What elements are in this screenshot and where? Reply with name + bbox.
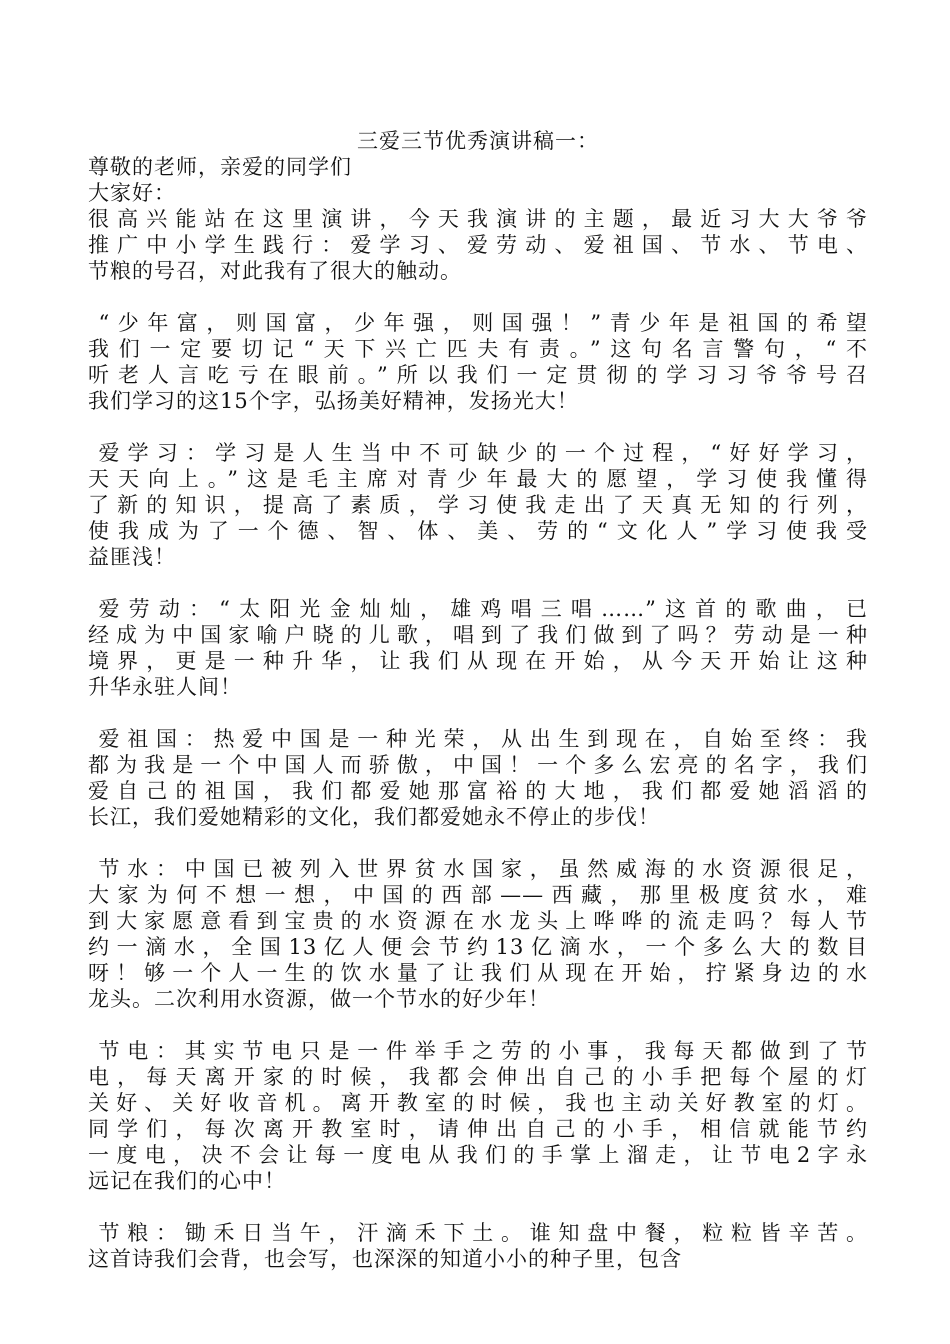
paragraph-line: 关好、关好收音机。离开教室的时候，我也主动关好教室的灯。 [88,1091,868,1115]
paragraph-line: 约一滴水，全国13亿人便会节约13亿滴水，一个多么大的数目 [88,935,868,959]
paragraph-line: 使我成为了一个德、智、体、美、劳的“文化人”学习使我受 [88,519,868,543]
speech-body [88,206,868,1272]
speech-paragraph [88,1038,868,1194]
paragraph-line: 爱劳动：“太阳光金灿灿，雄鸡唱三唱……”这首的歌曲，已 [98,597,868,621]
paragraph-gap [88,700,868,726]
paragraph-line: 很高兴能站在这里演讲，今天我演讲的主题，最近习大大爷爷 [88,207,868,231]
paragraph-line: 节水：中国已被列入世界贫水国家，虽然威海的水资源很足， [98,857,868,881]
paragraph-line: 一度电，决不会让每一度电从我们的手掌上溜走，让节电2字永 [88,1143,868,1167]
paragraph-line: 了新的知识，提高了素质，学习使我走出了天真无知的行列， [88,493,868,517]
paragraph-line: 到大家愿意看到宝贵的水资源在水龙头上哗哗的流走吗？每人节 [88,909,868,933]
paragraph-line: 都为我是一个中国人而骄傲，中国！一个多么宏亮的名字，我们 [88,753,868,777]
paragraph-line: 节电：其实节电只是一件举手之劳的小事，我每天都做到了节 [98,1039,868,1063]
speech-paragraph [88,856,868,1012]
paragraph-gap [88,1194,868,1220]
paragraph-line: 我们一定要切记“天下兴亡匹夫有责。”这句名言警句，“不 [88,337,868,361]
speech-paragraph [88,206,868,284]
speech-paragraph [88,726,868,830]
paragraph-line: 呀！够一个人一生的饮水量了让我们从现在开始，拧紧身边的水 [88,961,868,985]
paragraph-line: 远记在我们的心中！ [88,1169,286,1193]
speech-paragraph [88,440,868,570]
paragraph-line: “少年富，则国富，少年强，则国强！”青少年是祖国的希望 [98,311,868,335]
paragraph-gap [88,570,868,596]
paragraph-line: 爱学习：学习是人生当中不可缺少的一个过程，“好好学习， [98,441,868,465]
speech-paragraph [88,310,868,414]
paragraph-line: 境界，更是一种升华，让我们从现在开始，从今天开始让这种 [88,649,868,673]
paragraph-line: 节粮的号召，对此我有了很大的触动。 [88,259,462,283]
paragraph-line: 大家为何不想一想，中国的西部——西藏，那里极度贫水，难 [88,883,868,907]
paragraph-line: 长江，我们爱她精彩的文化，我们都爱她永不停止的步伐！ [88,805,660,829]
paragraph-gap [88,284,868,310]
paragraph-line: 爱祖国：热爱中国是一种光荣，从出生到现在，自始至终：我 [98,727,868,751]
paragraph-line: 升华永驻人间！ [88,675,242,699]
paragraph-line: 经成为中国家喻户晓的儿歌，唱到了我们做到了吗？劳动是一种 [88,623,868,647]
paragraph-line: 听老人言吃亏在眼前。”所以我们一定贯彻的学习习爷爷号召 [88,363,868,387]
paragraph-line: 益匪浅！ [88,545,176,569]
paragraph-gap [88,830,868,856]
paragraph-line: 天天向上。”这是毛主席对青少年最大的愿望，学习使我懂得 [88,467,868,491]
greeting: 大家好： [88,181,176,205]
paragraph-line: 龙头。二次利用水资源，做一个节水的好少年！ [88,987,550,1011]
paragraph-line: 节粮：锄禾日当午，汗滴禾下土。谁知盘中餐，粒粒皆辛苦。 [98,1221,868,1245]
paragraph-line: 推广中小学生践行：爱学习、爱劳动、爱祖国、节水、节电、 [88,233,868,257]
paragraph-line: 我们学习的这15个字，弘扬美好精神，发扬光大！ [88,389,579,413]
paragraph-line: 爱自己的祖国，我们都爱她那富裕的大地，我们都爱她滔滔的 [88,779,868,803]
speech-paragraph [88,596,868,700]
salutation: 尊敬的老师，亲爱的同学们 [88,155,352,179]
speech-paragraph [88,1220,868,1272]
paragraph-line: 这首诗我们会背，也会写，也深深的知道小小的种子里，包含 [88,1247,682,1271]
document-title: 三爱三节优秀演讲稿一： [357,129,599,153]
document-page [88,128,868,1272]
paragraph-line: 电，每天离开家的时候，我都会伸出自己的小手把每个屋的灯 [88,1065,868,1089]
paragraph-gap [88,1012,868,1038]
paragraph-line: 同学们，每次离开教室时，请伸出自己的小手，相信就能节约 [88,1117,868,1141]
paragraph-gap [88,414,868,440]
